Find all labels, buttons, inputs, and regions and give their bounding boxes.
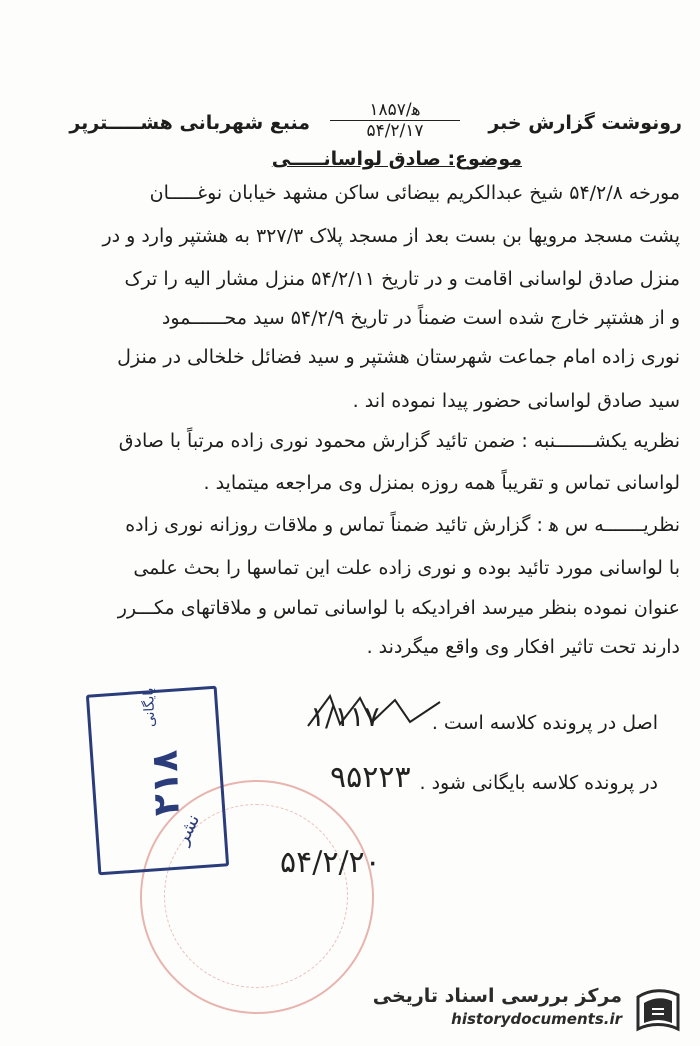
watermark-title: مرکز بررسی اسناد تاریخی (372, 985, 622, 1007)
watermark (372, 985, 692, 1037)
body-line-1: مورخه ۵۴/۲/۸ شیخ عبدالکریم بیضائی ساکن مشهد خیابان نوغـــــان (149, 182, 680, 204)
stamp-sign: نشر (171, 810, 205, 849)
opinion2-line-3: عنوان نموده بنظر میرسد افرادیکه با لواسانی تماس و ملاقاتهای مکـــرر (117, 597, 680, 619)
body-line-5: نوری زاده امام جماعت شهرستان هشتپر و سید فضائل خلخالی در منزل (117, 346, 680, 368)
handwritten-date: ۵۴/۲/۲۰ (280, 845, 381, 880)
opinion2-line-2: با لواسانی مورد تائید بوده و نوری زاده علت این تماسها را بحث علمی (133, 557, 680, 579)
archive-logo-icon (632, 987, 684, 1035)
original-file-number: ۱/۱۱۷ (310, 700, 380, 733)
body-line-6: سید صادق لواسانی حضور پیدا نموده اند . (352, 390, 680, 412)
header-title: رونوشت گزارش خبر (488, 112, 682, 134)
archive-file-note: در پرونده کلاسه بایگانی شود . (419, 772, 658, 794)
original-file-note: اصل در پرونده کلاسه است . (431, 712, 658, 734)
opinion2-line-1: نظریـــــــه س ﻫ : گزارش تائید ضمناً تماس و ملاقات روزانه نوری زاده (125, 514, 680, 536)
opinion2-line-4: دارند تحت تاثیر افکار وی واقع میگردند . (366, 636, 680, 658)
archive-stamp (86, 686, 229, 876)
header-ref (330, 100, 460, 141)
body-line-2: پشت مسجد مرویها بن بست بعد از مسجد پلاک ۳۲۷/۳ به هشتپر وارد و در (102, 225, 680, 247)
header-source: منبع شهربانی هشـــــترپر (69, 112, 310, 134)
ref-date: ۵۴/۲/۱۷ (366, 121, 424, 141)
scribble-icon (300, 688, 450, 738)
ref-number: ۱ﻫ/۸۵۷ (330, 100, 460, 121)
stamp-tag: بایگانی (141, 687, 159, 728)
stamp-number: ۲۱۸ (144, 749, 188, 817)
opinion1-line-1: نظریه یکشـــــــنبه : ضمن تائید گزارش محمود نوری زاده مرتباً با صادق (118, 430, 680, 452)
watermark-url: historydocuments.ir (451, 1010, 622, 1028)
opinion1-line-2: لواسانی تماس و تقریباً همه روزه بمنزل وی مراجعه میتماید . (203, 472, 680, 494)
archive-file-number: ۹۵۲۲۳ (330, 760, 411, 795)
body-line-4: و از هشتپر خارج شده است ضمناً در تاریخ ۵۴/۲/۹ سید محــــــمود (161, 307, 680, 329)
subject-line: موضوع: صادق لواسانـــــی (271, 148, 522, 170)
body-line-3: منزل صادق لواسانی اقامت و در تاریخ ۵۴/۲/۱۱ منزل مشار الیه را ترک (124, 268, 680, 290)
